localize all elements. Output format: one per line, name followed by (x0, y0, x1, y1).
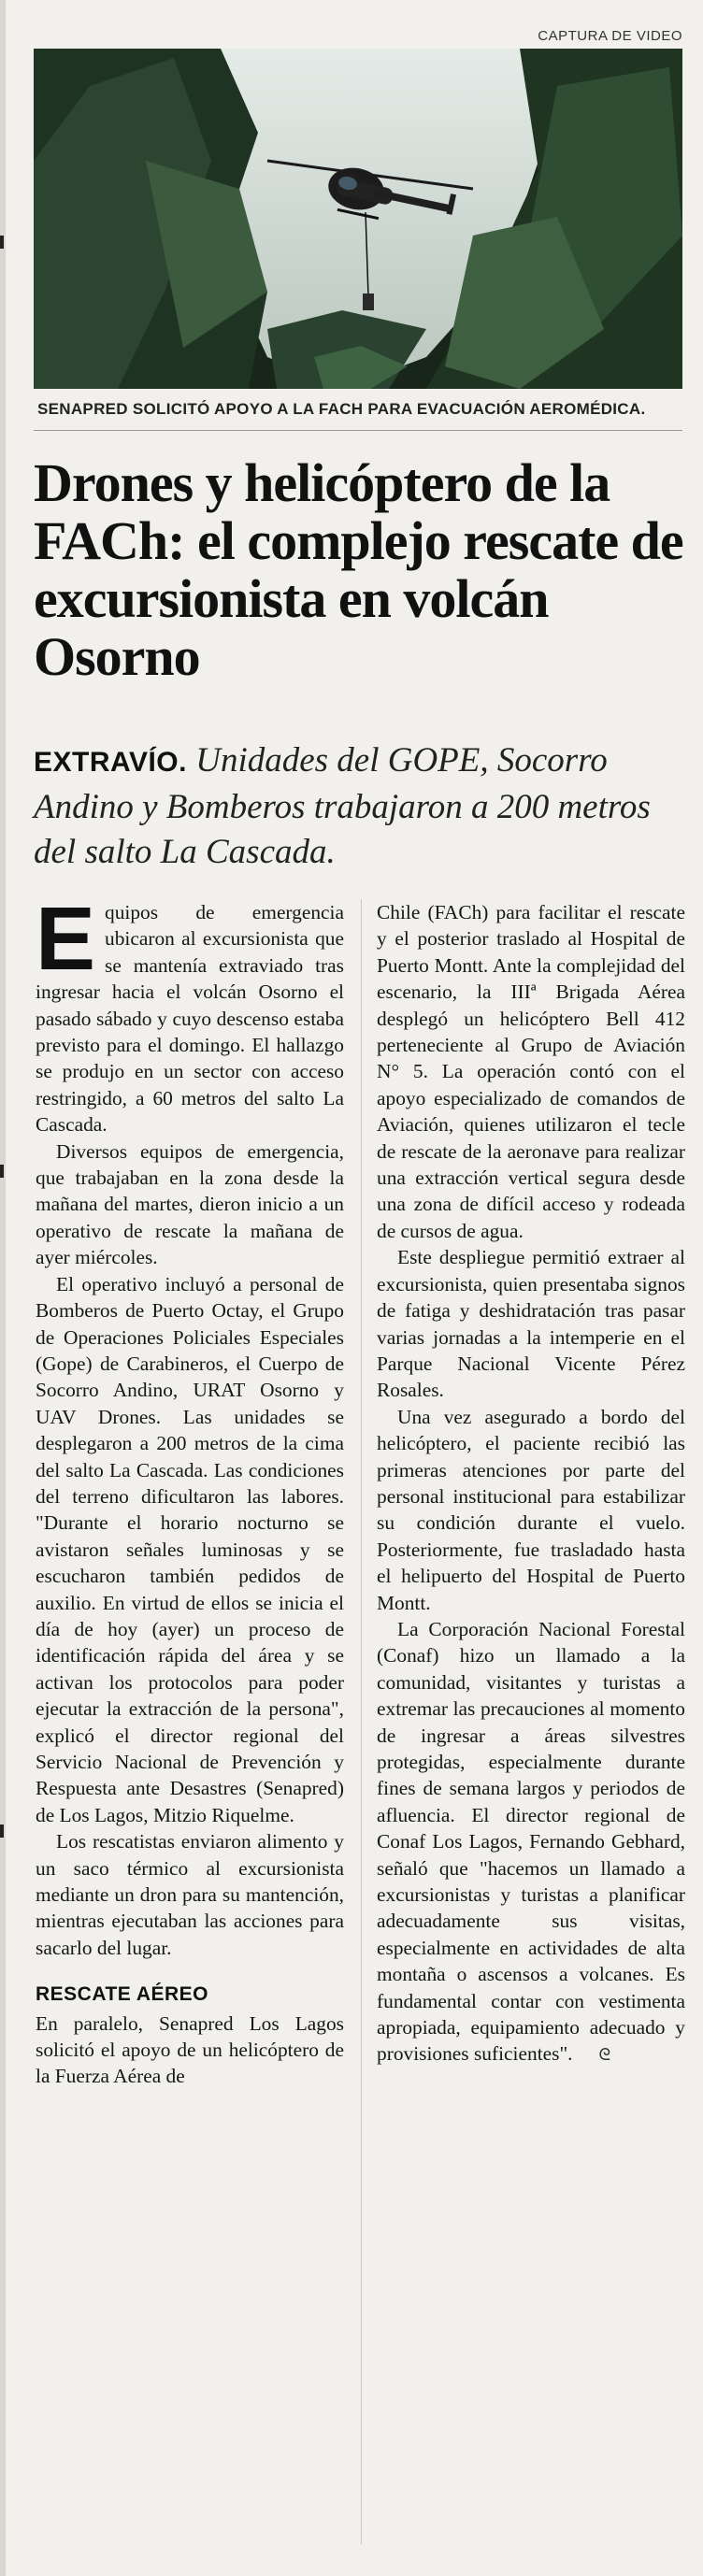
deck-kicker: EXTRAVÍO. (34, 747, 187, 778)
edge-marker (0, 1825, 4, 1838)
body-paragraph: Diversos equipos de emergencia, que trabajaban en la zona desde la mañana del martes, dieron inicio a un operativo de rescate la mañana de ayer miércoles. (36, 1139, 344, 1269)
helicopter-forest-image (34, 49, 682, 389)
body-paragraph: Chile (FACh) para facilitar el rescate y el posterior traslado al Hospital de Puerto Montt. Ante la complejidad del escenario, la IIIª Brigada Aérea desplegó un helicóptero Bell 412 perteneciente al Grupo de Aviación N° 5. La operación contó con el apoyo especializado de comandos de Aviación, quienes utilizaron el tecle de rescate de la aeronave para realizar una extracción vertical segura desde una zona de difícil acceso y rodeada de cursos de agua. (377, 901, 685, 1242)
deck-text: Unidades del GOPE, Socorro Andino y Bomberos trabajaron a 200 metros del salto La Cascada. (34, 741, 651, 871)
page-edge (0, 0, 6, 2576)
headline: Drones y helicóptero de la FACh: el complejo rescate de excursionista en volcán Osorno (34, 452, 683, 687)
photo-credit: CAPTURA DE VIDEO (538, 28, 682, 44)
body-paragraph (36, 889, 344, 1138)
subhead: RESCATE AÉREO (36, 1983, 209, 2006)
edge-marker (0, 236, 4, 249)
body-paragraph-text: quipos de emergencia ubicaron al excursionista que se mantenía extraviado tras ingresar hacia el volcán Osorno el pasado sábado y cuyo descenso estaba previsto para el domingo. El hallazgo se produjo en un sector con acceso restringido, a 60 metros del salto La Cascada. (36, 901, 344, 1137)
photo-caption: SENAPRED SOLICITÓ APOYO A LA FACH PARA EVACUACIÓN AEROMÉDICA. (37, 400, 646, 418)
body-paragraph-text: La Corporación Nacional Forestal (Conaf) hizo un llamado a la comunidad, visitantes y turistas a extremar las precauciones al momento de ingresar a áreas silvestres protegidas, especialmente durante fines de semana largos y periodos de afluencia. El director regional de Conaf Los Lagos, Fernando Gebhard, señaló que "hacemos un llamado a excursionistas y turistas a planificar adecuadamente sus visitas, especialmente en actividades de alta montaña o ascensos a volcanes. Es fundamental contar con vestimenta apropiada, equipamiento adecuado y provisiones suficientes". (377, 1617, 685, 2066)
body-paragraph: Una vez asegurado a bordo del helicóptero, el paciente recibió las primeras atenciones por parte del personal institucional para estabilizar su condición durante el vuelo. Posteriormente, fue trasladado hasta el helipuerto del Hospital de Puerto Montt. (377, 1405, 685, 1614)
article-column-right (377, 899, 685, 2069)
column-divider (361, 899, 362, 2544)
end-mark-icon: ᘓ (598, 2045, 611, 2066)
deck (34, 738, 688, 875)
article-column-left (36, 889, 344, 2090)
body-paragraph (377, 1616, 685, 2069)
drop-cap: E (36, 889, 96, 989)
body-paragraph: El operativo incluyó a personal de Bomberos de Puerto Octay, el Grupo de Operaciones Policiales Especiales (Gope) de Carabineros, el Cuerpo de Socorro Andino, URAT Osorno y UAV Drones. Las unidades se desplegaron a 200 metros de la cima del salto La Cascada. Las condiciones del terreno dificultaron las labores. "Durante el horario nocturno se avistaron señales luminosas y se escucharon también pedidos de auxilio. En virtud de ellos se inicia el día de hoy (ayer) un proceso de identificación rápida del área y se activan los protocolos para poder ejecutar la extracción de la persona", explicó el director regional del Servicio Nacional de Prevención y Respuesta ante Desastres (Senapred) de Los Lagos, Mitzio Riquelme. (36, 1272, 344, 1826)
edge-marker (0, 1165, 4, 1178)
body-paragraph: Este despliegue permitió extraer al excursionista, quien presentaba signos de fatiga y deshidratación tras pasar varias jornadas a la intemperie en el Parque Nacional Vicente Pérez Rosales. (377, 1246, 685, 1402)
helicopter-photo (34, 49, 682, 389)
body-paragraph: En paralelo, Senapred Los Lagos solicitó el apoyo de un helicóptero de la Fuerza Aérea de (36, 2011, 344, 2088)
caption-rule (34, 430, 682, 431)
body-paragraph: Los rescatistas enviaron alimento y un saco térmico al excursionista mediante un dron para su mantención, mientras ejecutaban las acciones para sacarlo del lugar. (36, 1830, 344, 1959)
